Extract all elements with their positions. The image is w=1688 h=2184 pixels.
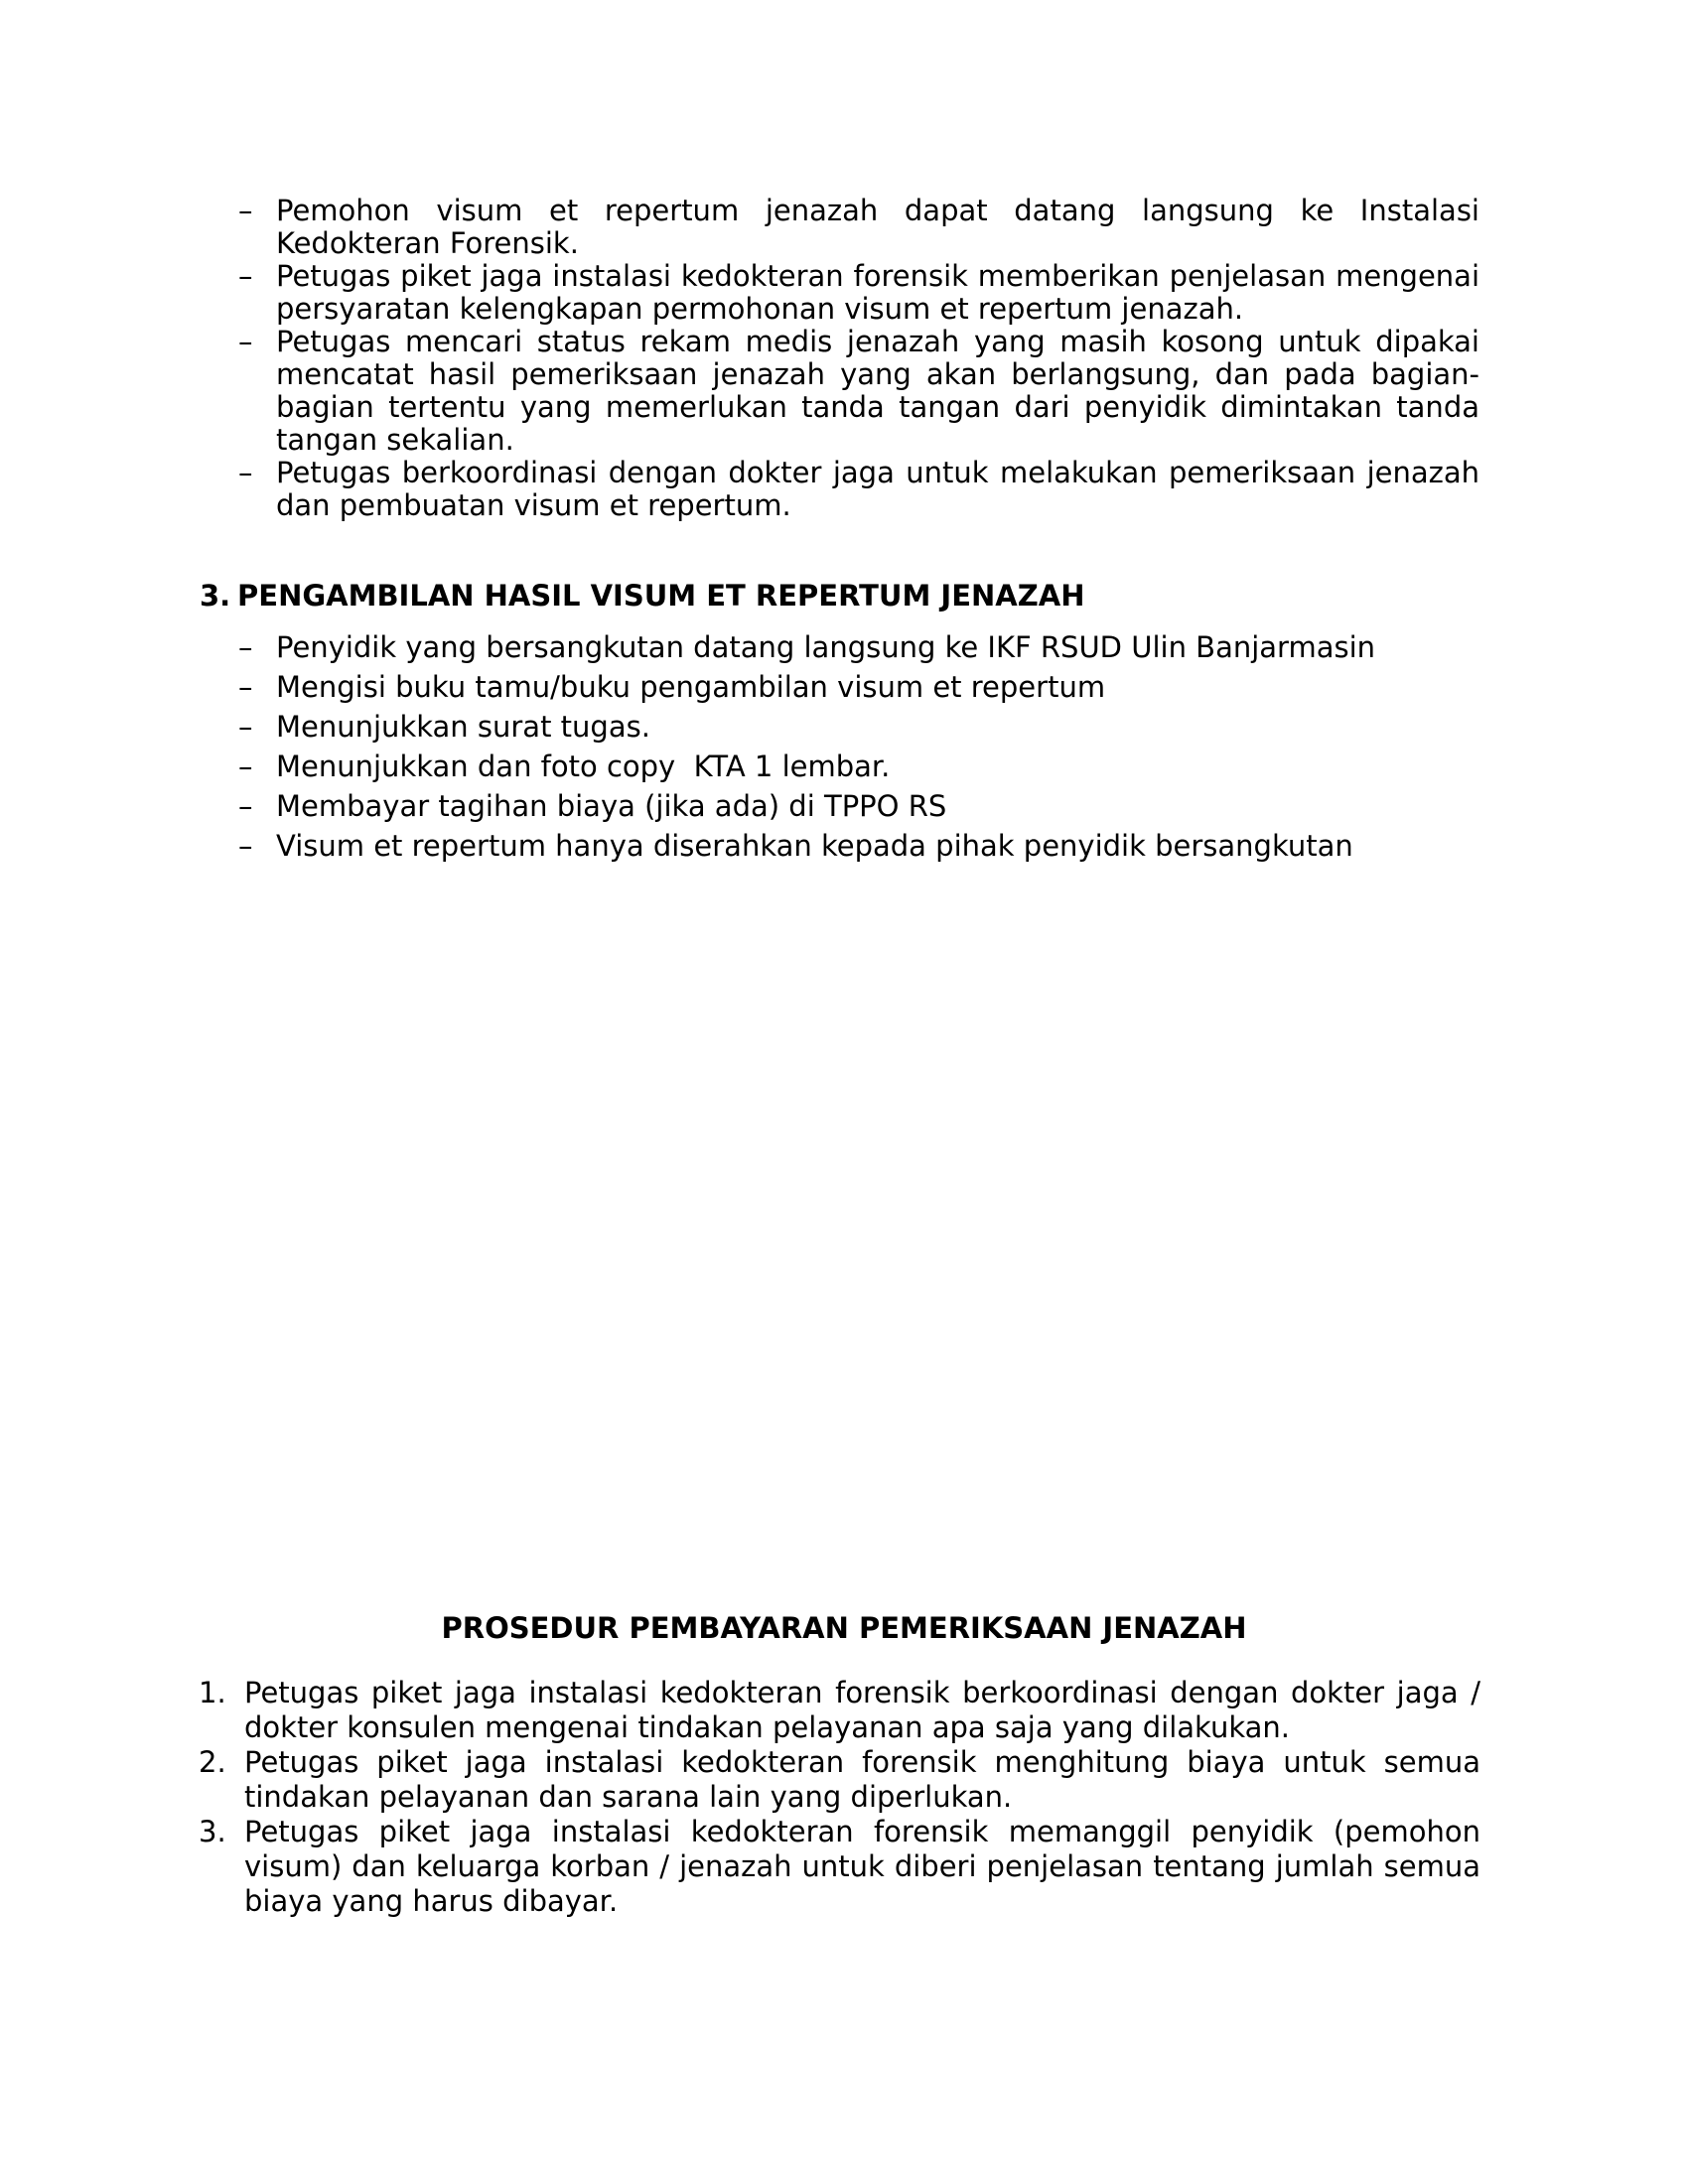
section-title: PENGAMBILAN HASIL VISUM ET REPERTUM JENAZAH bbox=[237, 579, 1085, 613]
list-item-text: Mengisi buku tamu/buku pengambilan visum et repertum bbox=[276, 670, 1106, 704]
list-item bbox=[238, 260, 1479, 326]
item-number: 1. bbox=[199, 1676, 226, 1709]
list-item bbox=[238, 786, 1479, 826]
dash-bullet-icon: – bbox=[238, 194, 253, 227]
list-item bbox=[238, 627, 1479, 667]
dash-bullet-icon: – bbox=[238, 630, 253, 664]
dash-bullet-icon: – bbox=[238, 750, 253, 783]
list-item-text: Menunjukkan surat tugas. bbox=[276, 710, 650, 744]
list-item bbox=[199, 1745, 1480, 1815]
dash-bullet-icon: – bbox=[238, 829, 253, 863]
list-item-text: Petugas piket jaga instalasi kedokteran forensik menghitung biaya untuk semua tindakan pelayanan dan sarana lain yang diperlukan. bbox=[244, 1745, 1480, 1814]
list-item-text: Petugas piket jaga instalasi kedokteran forensik memanggil penyidik (pemohon visum) dan keluarga korban / jenazah untuk diberi penjelasan tentang jumlah semua biaya yang harus dibayar. bbox=[244, 1815, 1480, 1918]
dash-bullet-icon: – bbox=[238, 456, 253, 489]
dash-bullet-icon: – bbox=[238, 789, 253, 823]
list-item bbox=[238, 326, 1479, 457]
list-item-text: Pemohon visum et repertum jenazah dapat datang langsung ke Instalasi Kedokteran Forensik. bbox=[276, 194, 1479, 260]
section-3-heading bbox=[200, 576, 1391, 615]
list-item-text: Petugas piket jaga instalasi kedokteran forensik memberikan penjelasan mengenai persyaratan kelengkapan permohonan visum et repertum jenazah. bbox=[276, 259, 1479, 326]
dash-bullet-icon: – bbox=[238, 670, 253, 704]
dash-bullet-icon: – bbox=[238, 259, 253, 293]
list-item-text: Membayar tagihan biaya (jika ada) di TPPO RS bbox=[276, 789, 947, 823]
item-number: 2. bbox=[199, 1745, 226, 1779]
dash-bullet-icon: – bbox=[238, 325, 253, 358]
list-item bbox=[199, 1815, 1480, 1919]
list-item bbox=[199, 1676, 1480, 1745]
list-item-text: Menunjukkan dan foto copy KTA 1 lembar. bbox=[276, 750, 891, 783]
dash-bullet-icon: – bbox=[238, 710, 253, 744]
section-number: 3. bbox=[200, 579, 231, 613]
list-item bbox=[238, 457, 1479, 522]
list-item bbox=[238, 707, 1479, 747]
list-item-text: Petugas piket jaga instalasi kedokteran forensik berkoordinasi dengan dokter jaga / dokter konsulen mengenai tindakan pelayanan apa saja yang dilakukan. bbox=[244, 1676, 1480, 1744]
section-2-list bbox=[238, 195, 1479, 522]
list-item-text: Petugas mencari status rekam medis jenazah yang masih kosong untuk dipakai mencatat hasil pemeriksaan jenazah yang akan berlangsung, dan pada bagian-bagian tertentu yang memerlukan tanda tangan dari penyidik dimintakan tanda tangan sekalian. bbox=[276, 325, 1479, 457]
list-item bbox=[238, 195, 1479, 260]
item-number: 3. bbox=[199, 1815, 226, 1848]
list-item-text: Petugas berkoordinasi dengan dokter jaga untuk melakukan pemeriksaan jenazah dan pembuatan visum et repertum. bbox=[276, 456, 1479, 522]
section-3-list bbox=[238, 627, 1479, 866]
list-item bbox=[238, 826, 1479, 866]
list-item-text: Visum et repertum hanya diserahkan kepada pihak penyidik bersangkutan bbox=[276, 829, 1353, 863]
procedure-list bbox=[199, 1676, 1480, 1919]
procedure-title: PROSEDUR PEMBAYARAN PEMERIKSAAN JENAZAH bbox=[441, 1611, 1247, 1645]
list-item bbox=[238, 747, 1479, 786]
list-item-text: Penyidik yang bersangkutan datang langsung ke IKF RSUD Ulin Banjarmasin bbox=[276, 630, 1376, 664]
list-item bbox=[238, 667, 1479, 707]
